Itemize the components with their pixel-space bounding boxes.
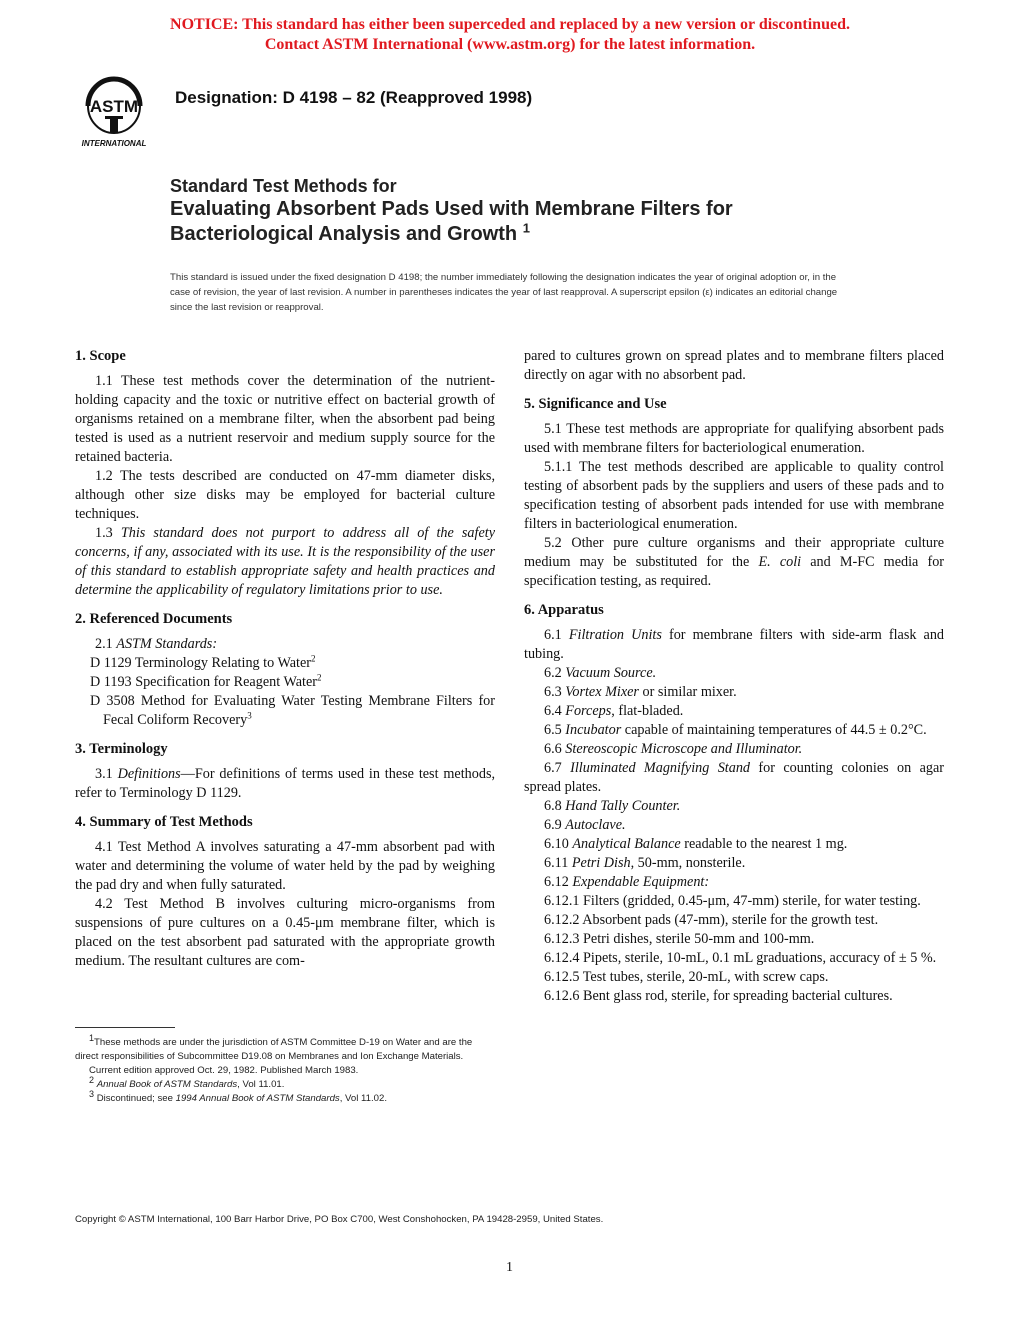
title-footnote-ref: 1	[522, 220, 530, 236]
footnote-2-title: Annual Book of ASTM Standards	[96, 1079, 238, 1090]
reference-d1129-sup: 2	[311, 653, 316, 664]
issuance-note: This standard is issued under the fixed designation D 4198; the number immediately following the designation indicates the year of original adoption or, in the case of revision, the year of last revision. A number in parentheses indicates the year of last reapproval. A superscript epsilon (ε) indicates an editorial change since the last revision or reapproval.	[170, 272, 838, 313]
apparatus-6-8-num: 6.8	[544, 798, 562, 814]
para-1-3	[75, 524, 495, 600]
apparatus-6-3-term: Vortex Mixer	[565, 684, 639, 700]
apparatus-6-12-2: 6.12.2 Absorbent pads (47-mm), sterile for the growth test.	[544, 912, 879, 928]
apparatus-6-4	[524, 702, 944, 721]
apparatus-6-11-text: , 50-mm, nonsterile.	[630, 855, 746, 871]
footnote-3-sup: 3	[89, 1088, 95, 1099]
footnote-2-sup: 2	[89, 1074, 95, 1085]
apparatus-6-11	[524, 854, 944, 873]
apparatus-6-7-text: for counting colonies on agar spread plates.	[524, 760, 945, 795]
footnote-2-text: , Vol 11.01.	[237, 1079, 285, 1090]
para-1-1: 1.1 These test methods cover the determination of the nutrient-holding capacity and the toxic or nutritive effect on bacterial growth of organisms retained on a membrane filter, when the absorbent pad being tested is used as a nutrient reservoir and medium supply source for the retained bacteria.	[75, 373, 495, 465]
apparatus-6-10-term: Analytical Balance	[572, 836, 681, 852]
para-4-2-continued: pared to cultures grown on spread plates and to membrane filters placed directly on agar with no absorbent pad.	[524, 348, 944, 383]
para-5-1: 5.1 These test methods are appropriate for qualifying absorbent pads used with membrane filters for bacteriological enumeration.	[524, 421, 944, 456]
section-heading-referenced-documents: 2. Referenced Documents	[75, 611, 233, 627]
apparatus-6-5	[524, 721, 944, 740]
notice-banner	[0, 15, 1020, 55]
apparatus-6-3-num: 6.3	[544, 684, 562, 700]
document-title	[170, 175, 930, 247]
para-3-1	[75, 765, 495, 803]
apparatus-6-4-text: , flat-bladed.	[611, 703, 684, 719]
apparatus-6-3	[524, 683, 944, 702]
reference-d3508-text: D 3508 Method for Evaluating Water Testing Membrane Filters for Fecal Coliform Recovery	[90, 693, 495, 728]
footnote-1	[75, 1032, 495, 1064]
apparatus-6-1-text: for membrane filters with side-arm flask and tubing.	[524, 627, 945, 662]
para-3-1-num: 3.1	[95, 766, 113, 782]
reference-d3508-sup: 3	[247, 710, 252, 721]
copyright-line: Copyright © ASTM International, 100 Barr Harbor Drive, PO Box C700, West Conshohocken, PA 19428-2959, United States.	[75, 1214, 604, 1225]
reference-d1193-text: D 1193 Specification for Reagent Water	[90, 674, 317, 690]
footnote-1-text: These methods are under the jurisdiction of ASTM Committee D-19 on Water and are the direct responsibilities of Subcommittee D19.08 on Membranes and Ion Exchange Materials.	[75, 1037, 473, 1062]
apparatus-6-12	[524, 873, 944, 892]
para-1-3-num: 1.3	[95, 525, 113, 541]
reference-d1129-text: D 1129 Terminology Relating to Water	[90, 655, 312, 671]
footnote-1-sup: 1	[89, 1032, 95, 1043]
apparatus-6-8	[524, 797, 944, 816]
apparatus-6-12-6: 6.12.6 Bent glass rod, sterile, for spreading bacterial cultures.	[544, 988, 893, 1004]
para-4-1: 4.1 Test Method A involves saturating a 47-mm absorbent pad with water and determining the volume of water held by the pad by weighing the pad dry and when fully saturated.	[75, 839, 495, 893]
para-3-1-term: Definitions	[117, 766, 181, 782]
apparatus-6-12-term: Expendable Equipment:	[572, 874, 710, 890]
para-3-1-text: —For definitions of terms used in these test methods, refer to Terminology D 1129.	[75, 766, 496, 801]
logo-subtext: INTERNATIONAL	[81, 139, 147, 148]
apparatus-6-3-text: or similar mixer.	[642, 684, 737, 700]
section-heading-significance: 5. Significance and Use	[524, 396, 667, 412]
apparatus-6-5-text: capable of maintaining temperatures of 44.5 ± 0.2°C.	[624, 722, 927, 738]
apparatus-6-1	[524, 626, 944, 664]
apparatus-6-12-4: 6.12.4 Pipets, sterile, 10-mL, 0.1 mL graduations, accuracy of ± 5 %.	[544, 950, 937, 966]
apparatus-6-2	[524, 664, 944, 683]
apparatus-6-7-term: Illuminated Magnifying Stand	[570, 760, 751, 776]
para-1-2: 1.2 The tests described are conducted on 47-mm diameter disks, although other size disks may be employed for bacterial culture techniques.	[75, 468, 495, 522]
logo-text: ASTM	[89, 97, 139, 116]
apparatus-6-5-term: Incubator	[565, 722, 622, 738]
para-2-1	[75, 635, 495, 654]
apparatus-6-7	[524, 759, 944, 797]
apparatus-6-1-num: 6.1	[544, 627, 562, 643]
apparatus-6-9	[524, 816, 944, 835]
para-5-2	[524, 534, 944, 591]
apparatus-6-12-num: 6.12	[544, 874, 569, 890]
designation: Designation: D 4198 – 82 (Reapproved 1998)	[175, 88, 533, 107]
notice-line-2: Contact ASTM International (www.astm.org) for the latest information.	[264, 36, 756, 53]
apparatus-6-6	[524, 740, 944, 759]
title-line-2: Evaluating Absorbent Pads Used with Membrane Filters for	[170, 198, 733, 220]
apparatus-6-10-num: 6.10	[544, 836, 569, 852]
apparatus-6-7-num: 6.7	[544, 760, 562, 776]
apparatus-6-2-num: 6.2	[544, 665, 562, 681]
apparatus-6-9-term: Autoclave.	[565, 817, 626, 833]
apparatus-6-12-5: 6.12.5 Test tubes, sterile, 20-mL, with screw caps.	[544, 969, 829, 985]
reference-d1129	[75, 654, 495, 673]
para-5-2-organism: E. coli	[758, 554, 802, 570]
apparatus-6-1-term: Filtration Units	[568, 627, 662, 643]
title-line-1: Standard Test Methods for	[170, 176, 397, 196]
para-4-2: 4.2 Test Method B involves culturing micro-organisms from suspensions of pure cultures on a 0.45-μm membrane filter, which is placed on the test absorbent pad saturated with the appropriate growth medium. The resultant cultures are com-	[75, 896, 495, 969]
apparatus-6-5-num: 6.5	[544, 722, 562, 738]
para-5-2-text-b: and M-FC media for specification testing, as required.	[524, 554, 945, 589]
apparatus-6-10-text: readable to the nearest 1 mg.	[684, 836, 848, 852]
para-5-2-text-a: 5.2 Other pure culture organisms and their appropriate culture medium may be substituted for the	[524, 535, 944, 570]
astm-logo	[66, 76, 162, 148]
apparatus-6-6-term: Stereoscopic Microscope and Illuminator.	[565, 741, 803, 757]
section-heading-summary: 4. Summary of Test Methods	[75, 814, 253, 830]
footnote-3-text-a: Discontinued; see	[96, 1093, 173, 1104]
para-2-1-text: ASTM Standards:	[116, 636, 218, 652]
apparatus-6-10	[524, 835, 944, 854]
reference-d1193-sup: 2	[316, 672, 322, 683]
apparatus-6-4-term: Forceps	[565, 703, 612, 719]
reference-d1193	[75, 673, 495, 692]
apparatus-6-8-term: Hand Tally Counter.	[565, 798, 681, 814]
footnote-3	[75, 1088, 495, 1106]
apparatus-6-12-1: 6.12.1 Filters (gridded, 0.45-μm, 47-mm) sterile, for water testing.	[544, 893, 921, 909]
para-1-3-text: This standard does not purport to address all of the safety concerns, if any, associated with its use. It is the responsibility of the user of this standard to establish appropriate safety and health practices and determine the applicability of regulatory limitations prior to use.	[75, 525, 495, 598]
apparatus-6-12-3: 6.12.3 Petri dishes, sterile 50-mm and 100-mm.	[544, 931, 815, 947]
footnotes	[75, 1032, 495, 1106]
right-column	[524, 347, 944, 1006]
left-column	[75, 347, 495, 971]
footnote-3-title: 1994 Annual Book of ASTM Standards	[175, 1093, 340, 1104]
section-heading-terminology: 3. Terminology	[75, 741, 168, 757]
apparatus-6-11-term: Petri Dish	[571, 855, 631, 871]
apparatus-6-11-num: 6.11	[544, 855, 569, 871]
page-number: 1	[506, 1260, 513, 1275]
para-5-1-1: 5.1.1 The test methods described are applicable to quality control testing of absorbent pads by the suppliers and users of these pads and to specification testing of absorbent pads intended for use with membrane filters in bacteriological enumeration.	[524, 459, 944, 532]
footnote-2	[75, 1074, 495, 1092]
reference-d3508	[75, 692, 495, 730]
para-2-1-num: 2.1	[95, 636, 113, 652]
section-heading-apparatus: 6. Apparatus	[524, 602, 604, 618]
footnote-3-text-b: , Vol 11.02.	[339, 1093, 388, 1104]
apparatus-6-6-num: 6.6	[544, 741, 562, 757]
section-heading-scope: 1. Scope	[75, 348, 126, 364]
apparatus-6-2-term: Vacuum Source.	[565, 665, 657, 681]
apparatus-6-9-num: 6.9	[544, 817, 562, 833]
footnote-divider	[75, 1027, 175, 1028]
title-line-3: Bacteriological Analysis and Growth	[170, 223, 518, 245]
footnote-1-edition: Current edition approved Oct. 29, 1982. Published March 1983.	[89, 1065, 359, 1076]
notice-line-1: NOTICE: This standard has either been superceded and replaced by a new version or discontinued.	[170, 16, 850, 33]
apparatus-6-4-num: 6.4	[544, 703, 562, 719]
